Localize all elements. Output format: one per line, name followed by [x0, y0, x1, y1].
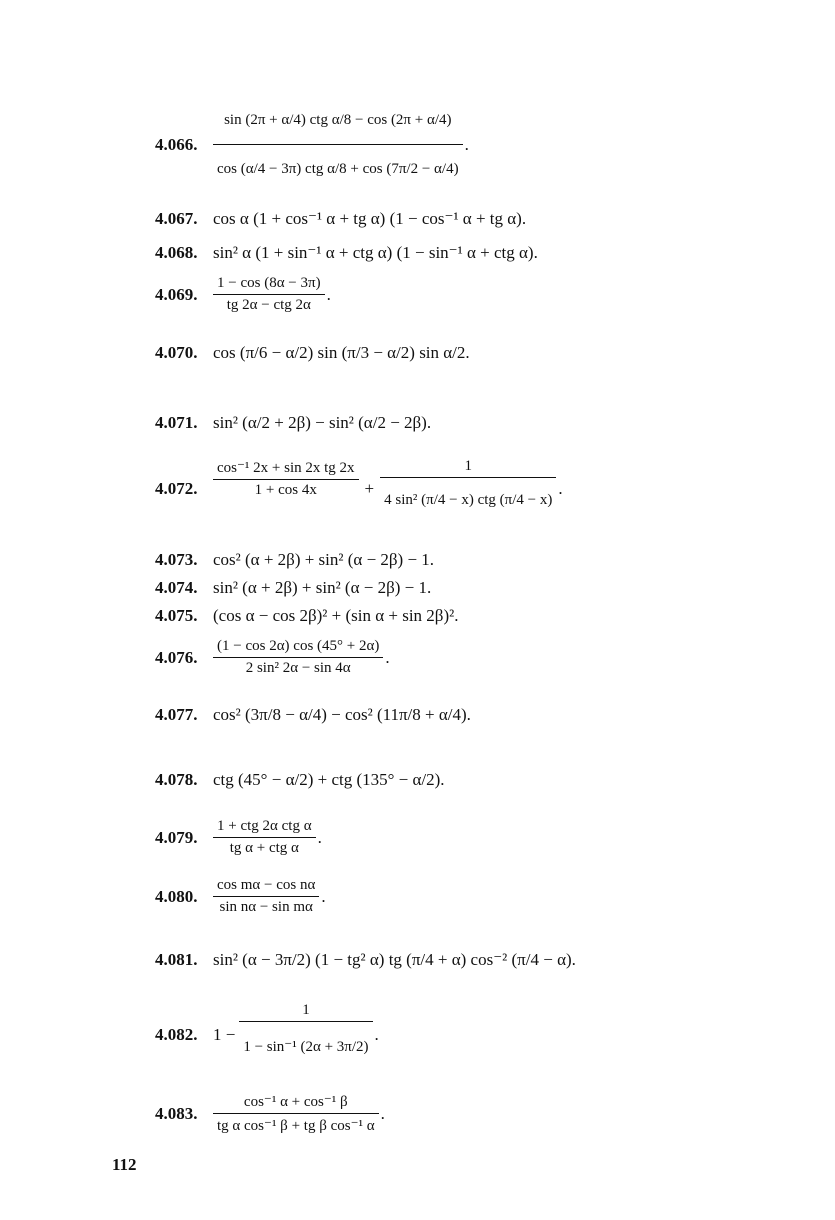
fraction-numerator: (1 − cos 2α) cos (45° + 2α): [217, 638, 380, 654]
fraction: [213, 275, 325, 314]
problem-number: 4.073.: [155, 550, 198, 569]
problem-number: 4.081.: [155, 950, 198, 969]
expression-prefix: 1 −: [213, 1025, 236, 1044]
problem-4-068: [155, 243, 538, 263]
problem-expression: cos (π/6 − α/2) sin (π/3 − α/2) sin α/2.: [213, 343, 470, 362]
problem-number: 4.067.: [155, 209, 198, 228]
fraction-numerator: 1 + ctg 2α ctg α: [217, 818, 312, 834]
problem-expression: sin² (α − 3π/2) (1 − tg² α) tg (π/4 + α) cos⁻² (π/4 − α).: [213, 950, 576, 969]
fraction-numerator: sin (2π + α/4) ctg α/8 − cos (2π + α/4): [224, 111, 452, 128]
problem-number: 4.074.: [155, 578, 198, 597]
problem-expression: [213, 98, 469, 191]
problem-expression: cos α (1 + cos⁻¹ α + tg α) (1 − cos⁻¹ α + tg α).: [213, 209, 527, 228]
problem-number: 4.079.: [155, 827, 198, 847]
fraction: [213, 877, 319, 916]
problem-expression: cos² (α + 2β) + sin² (α − 2β) − 1.: [213, 550, 435, 569]
problem-4-082: [155, 1002, 379, 1068]
fraction: [213, 638, 383, 677]
problem-4-071: [155, 413, 431, 433]
problem-4-072: [155, 458, 563, 520]
period: .: [374, 1025, 379, 1044]
problem-number: 4.080.: [155, 886, 198, 906]
fraction: [213, 98, 463, 191]
fraction-denominator: 1 + cos 4x: [213, 479, 359, 499]
problem-expression: sin² (α + 2β) + sin² (α − 2β) − 1.: [213, 578, 432, 597]
problem-expression: [213, 877, 326, 916]
fraction-numerator: 1: [302, 1002, 310, 1018]
problem-expression: sin² (α/2 + 2β) − sin² (α/2 − 2β).: [213, 413, 432, 432]
problem-expression: [213, 818, 322, 857]
fraction-denominator: 4 sin² (π/4 − x) ctg (π/4 − x): [380, 477, 556, 520]
problem-expression: [213, 638, 390, 677]
period: .: [380, 1103, 385, 1123]
period: .: [321, 886, 326, 906]
problem-number: 4.082.: [155, 1025, 198, 1044]
problem-expression: sin² α (1 + sin⁻¹ α + ctg α) (1 − sin⁻¹ α + ctg α).: [213, 243, 538, 262]
problem-number: 4.075.: [155, 606, 198, 625]
problem-number: 4.072.: [155, 479, 198, 498]
fraction: [239, 1002, 372, 1068]
plus-sign: +: [364, 479, 375, 498]
fraction-numerator: cos⁻¹ α + cos⁻¹ β: [243, 1094, 348, 1110]
period: .: [464, 134, 469, 154]
fraction-numerator: cos mα − cos nα: [217, 877, 316, 893]
problem-number: 4.076.: [155, 647, 198, 667]
problem-4-073: [155, 550, 434, 570]
problem-expression: ctg (45° − α/2) + ctg (135° − α/2).: [213, 770, 445, 789]
problem-4-076: [155, 638, 390, 677]
fraction: [213, 458, 359, 499]
problem-expression: [213, 458, 563, 520]
problem-expression: [213, 1002, 379, 1068]
problem-number: 4.070.: [155, 343, 198, 362]
problem-expression: cos² (3π/8 − α/4) − cos² (11π/8 + α/4).: [213, 705, 471, 724]
fraction: [213, 1092, 379, 1135]
fraction-denominator: sin nα − sin mα: [213, 896, 319, 916]
period: .: [558, 479, 563, 498]
problem-number: 4.071.: [155, 413, 198, 432]
fraction-denominator: 1 − sin⁻¹ (2α + 3π/2): [239, 1021, 372, 1068]
problem-4-077: [155, 705, 471, 725]
problem-4-078: [155, 770, 445, 790]
problem-number: 4.069.: [155, 284, 198, 304]
problem-4-070: [155, 343, 470, 363]
fraction: [213, 818, 316, 857]
fraction-denominator: tg 2α − ctg 2α: [213, 294, 325, 314]
fraction-denominator: tg α cos⁻¹ β + tg β cos⁻¹ α: [213, 1113, 379, 1135]
problem-4-079: [155, 818, 322, 857]
problem-expression: [213, 275, 331, 314]
fraction: [380, 458, 556, 520]
problem-expression: (cos α − cos 2β)² + (sin α + sin 2β)².: [213, 606, 459, 625]
page-number: 112: [112, 1155, 137, 1174]
problem-4-066: [155, 98, 469, 191]
problem-number: 4.078.: [155, 770, 198, 789]
fraction-denominator: tg α + ctg α: [213, 837, 316, 857]
problem-expression: [213, 1092, 385, 1135]
problem-4-075: [155, 606, 458, 626]
problem-number: 4.077.: [155, 705, 198, 724]
problem-4-067: [155, 209, 526, 229]
fraction-numerator: 1 − cos (8α − 3π): [217, 275, 321, 291]
problem-4-083: [155, 1092, 385, 1135]
problem-number: 4.068.: [155, 243, 198, 262]
problem-number: 4.083.: [155, 1103, 198, 1123]
problem-4-081: [155, 950, 576, 970]
fraction-numerator: cos⁻¹ 2x + sin 2x tg 2x: [217, 460, 355, 476]
fraction-denominator: cos (α/4 − 3π) ctg α/8 + cos (7π/2 − α/4): [213, 144, 463, 191]
period: .: [385, 647, 390, 667]
fraction-denominator: 2 sin² 2α − sin 4α: [213, 657, 383, 677]
problem-4-080: [155, 877, 326, 916]
problem-4-069: [155, 275, 331, 314]
period: .: [317, 827, 322, 847]
problem-4-074: [155, 578, 431, 598]
problem-number: 4.066.: [155, 134, 198, 154]
period: .: [326, 284, 331, 304]
fraction-numerator: 1: [464, 458, 472, 474]
